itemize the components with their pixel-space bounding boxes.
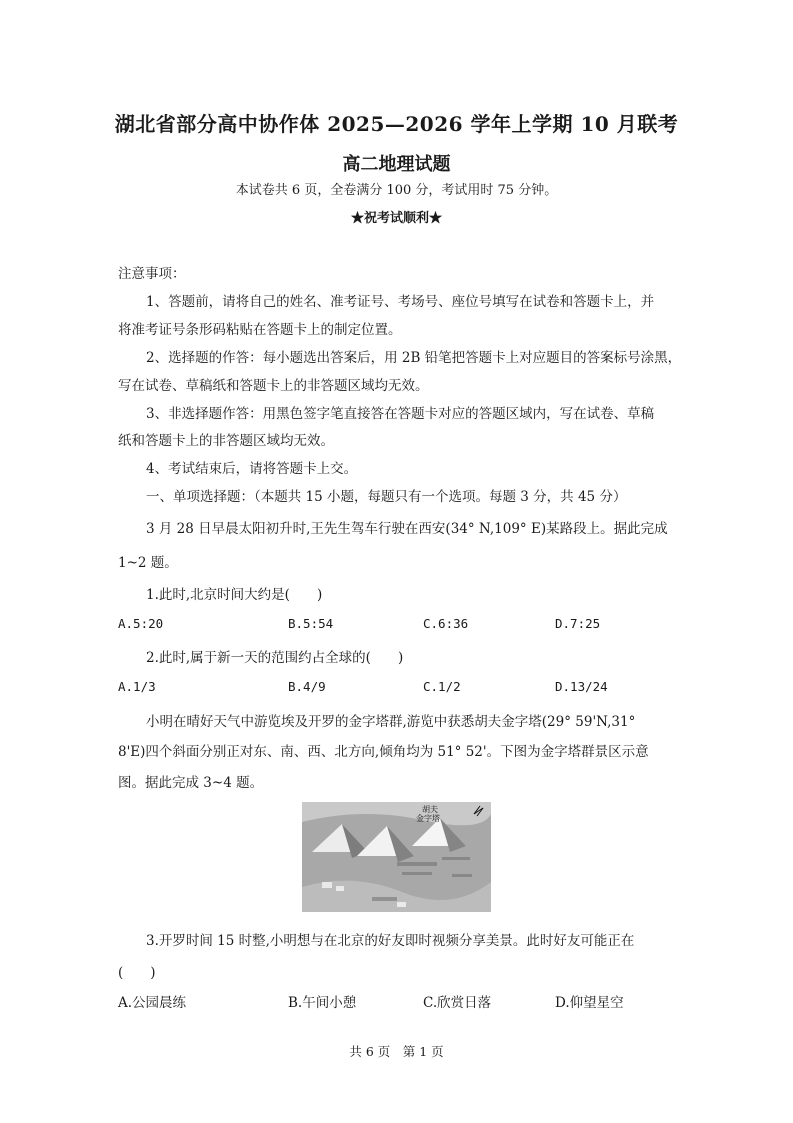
q1-option-b: B.5:54: [288, 616, 334, 631]
figure-label: 胡夫: [422, 805, 438, 814]
q3-option-b: B.午间小憩: [288, 995, 357, 1011]
question-3-cont: ( ): [118, 965, 156, 981]
notice-item-1: 1、答题前，请将自己的姓名、准考证号、考场号、座位号填写在试卷和答题卡上，并: [146, 294, 655, 310]
q2-option-b: B.4/9: [288, 679, 326, 694]
notice-item-1-cont: 将准考证号条形码粘贴在答题卡上的制定位置。: [118, 322, 402, 338]
q1-option-a: A.5:20: [118, 616, 164, 631]
stem-2: 小明在晴好天气中游览埃及开罗的金字塔群,游览中获悉胡夫金字塔(29° 59'N,31°: [146, 714, 636, 730]
stem-2-cont-2: 图。据此完成 3~4 题。: [118, 775, 264, 791]
notice-item-2-cont: 写在试卷、草稿纸和答题卡上的非答题区域均无效。: [118, 378, 429, 394]
exam-wish: ★祝考试顺利★: [350, 211, 442, 226]
figure-label: 金字塔: [416, 814, 440, 823]
exam-subtitle: 高二地理试题: [342, 154, 451, 175]
pyramid-map-figure: [302, 802, 491, 912]
stem-1: 3 月 28 日早晨太阳初升时,王先生驾车行驶在西安(34° N,109° E)某路段上。据此完成: [146, 521, 668, 537]
exam-info: 本试卷共 6 页，全卷满分 100 分，考试用时 75 分钟。: [235, 183, 558, 198]
section-heading: 一、单项选择题：（本题共 15 小题，每题只有一个选项。每题 3 分，共 45 分）: [146, 489, 627, 505]
page-footer: 共 6 页 第 1 页: [349, 1044, 444, 1059]
q2-option-d: D.13/24: [555, 679, 608, 694]
stem-2-cont-1: 8'E)四个斜面分别正对东、南、西、北方向,倾角均为 51° 52'。下图为金字塔群景区示意: [118, 744, 649, 760]
notice-item-3: 3、非选择题作答：用黑色签字笔直接答在答题卡对应的答题区域内，写在试卷、草稿: [146, 406, 655, 422]
notice-item-2: 2、选择题的作答：每小题选出答案后，用 2B 铅笔把答题卡上对应题目的答案标号涂黑，: [146, 350, 682, 366]
q1-option-c: C.6:36: [423, 616, 469, 631]
q3-option-a: A.公园晨练: [118, 995, 187, 1011]
q3-option-c: C.欣赏日落: [423, 995, 492, 1011]
stem-1-cont: 1~2 题。: [118, 555, 178, 571]
question-2: 2.此时,属于新一天的范围约占全球的( ): [146, 650, 404, 666]
q2-option-a: A.1/3: [118, 679, 156, 694]
q3-option-d: D.仰望星空: [555, 995, 624, 1011]
question-3: 3.开罗时间 15 时整,小明想与在北京的好友即时视频分享美景。此时好友可能正在: [146, 933, 635, 949]
notice-heading: 注意事项：: [118, 266, 186, 282]
notice-item-3-cont: 纸和答题卡上的非答题区域均无效。: [118, 433, 334, 449]
question-1: 1.此时,北京时间大约是( ): [146, 587, 323, 603]
exam-title: 湖北省部分高中协作体 2025—2026 学年上学期 10 月联考: [114, 112, 679, 136]
notice-item-4: 4、考试结束后，请将答题卡上交。: [146, 461, 358, 477]
q2-option-c: C.1/2: [423, 679, 461, 694]
q1-option-d: D.7:25: [555, 616, 601, 631]
